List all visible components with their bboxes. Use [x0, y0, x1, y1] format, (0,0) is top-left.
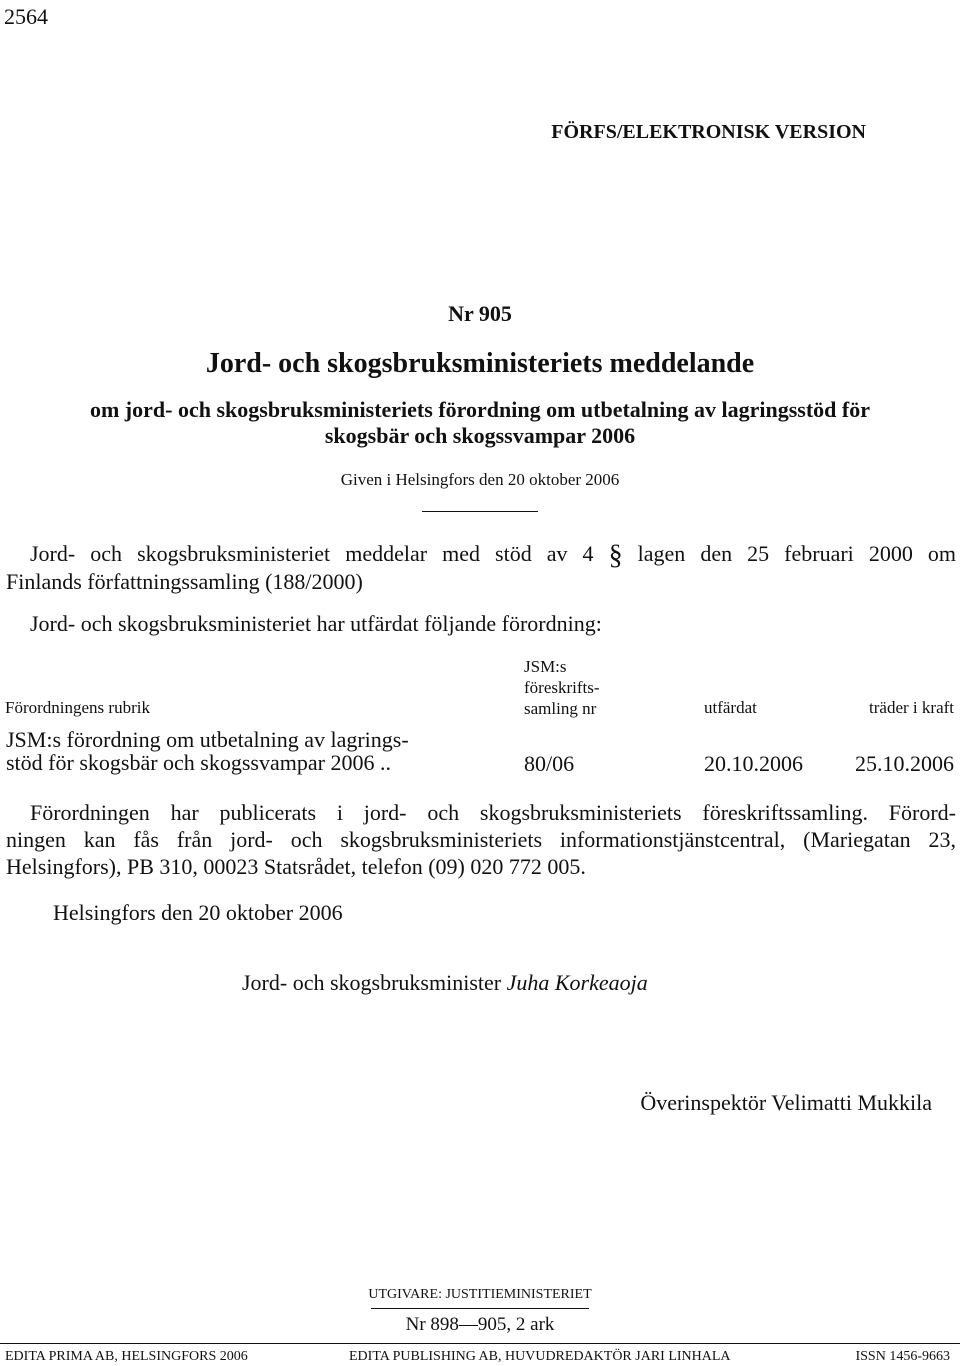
header-utfardat: utfärdat [704, 698, 757, 717]
subtitle-line: skogsbär och skogssvampar 2006 [324, 423, 636, 448]
intro-text-before: Jord- och skogsbruksministeriet meddelar med stöd av 4 [30, 541, 594, 566]
publication-line: Helsingfors), PB 310, 00023 Statsrådet, telefon (09) 020 772 005. [6, 854, 586, 879]
inspector-signature: Överinspektör Velimatti Mukkila [640, 1090, 932, 1115]
page-number: 2564 [4, 4, 48, 29]
document-title: Jord- och skogsbruksministeriets meddelande [205, 348, 755, 379]
footer-printer: EDITA PRIMA AB, HELSINGFORS 2006 [5, 1349, 248, 1364]
publication-line: Förordningen har publicerats i jord- och skogsbruksministeriets föreskriftssamling. Förord- [30, 800, 956, 825]
given-line: Given i Helsingfors den 20 oktober 2006 [340, 470, 620, 489]
row-title-line: stöd för skogsbär och skogssvampar 2006 .. [6, 750, 391, 775]
place-date: Helsingfors den 20 oktober 2006 [53, 900, 343, 925]
footer-issue: Nr 898—905, 2 ark [405, 1314, 555, 1335]
minister-signature [242, 970, 648, 996]
minister-title: Jord- och skogsbruksminister [242, 970, 502, 995]
minister-name: Juha Korkeaoja [506, 970, 648, 995]
document-number: Nr 905 [448, 301, 512, 326]
footer-issn: ISSN 1456-9663 [855, 1349, 950, 1364]
header-nr [524, 656, 600, 719]
header-nr-line: JSM:s [524, 657, 567, 676]
header-trader: träder i kraft [869, 698, 954, 717]
row-title [6, 728, 409, 774]
section-symbol: § [608, 540, 623, 571]
header-rubrik: Förordningens rubrik [5, 698, 150, 717]
intro-line [6, 537, 956, 569]
intro-text-after: lagen den 25 februari 2000 om [637, 541, 956, 566]
edition-label: FÖRFS/ELEKTRONISK VERSION [551, 121, 866, 143]
header-nr-line: samling nr [524, 699, 597, 718]
row-title-line: JSM:s förordning om utbetalning av lagrings- [6, 727, 409, 752]
footer-rule-top [371, 1308, 589, 1309]
intro-paragraph [6, 537, 956, 595]
publication-paragraph [6, 799, 956, 880]
subtitle-line: om jord- och skogsbruksministeriets förordning om utbetalning av lagringsstöd för [89, 397, 871, 422]
title-rule [422, 511, 538, 512]
footer-publisher: UTGIVARE: JUSTITIEMINISTERIET [368, 1287, 592, 1302]
intro-line: Finlands författningssamling (188/2000) [6, 569, 363, 594]
row-nr: 80/06 [524, 751, 575, 776]
row-trader: 25.10.2006 [855, 751, 954, 776]
document-subtitle [0, 397, 960, 449]
footer-rule-bottom [0, 1343, 960, 1344]
row-utfardat: 20.10.2006 [704, 751, 803, 776]
footer-editor: EDITA PUBLISHING AB, HUVUDREDAKTÖR JARI LINHALA [349, 1349, 731, 1364]
issuance-paragraph: Jord- och skogsbruksministeriet har utfärdat följande förordning: [30, 611, 602, 636]
publication-line: ningen kan fås från jord- och skogsbruksministeriets informationstjänstcentral, (Mariegatan 23, [6, 827, 956, 852]
header-nr-line: föreskrifts- [524, 678, 600, 697]
